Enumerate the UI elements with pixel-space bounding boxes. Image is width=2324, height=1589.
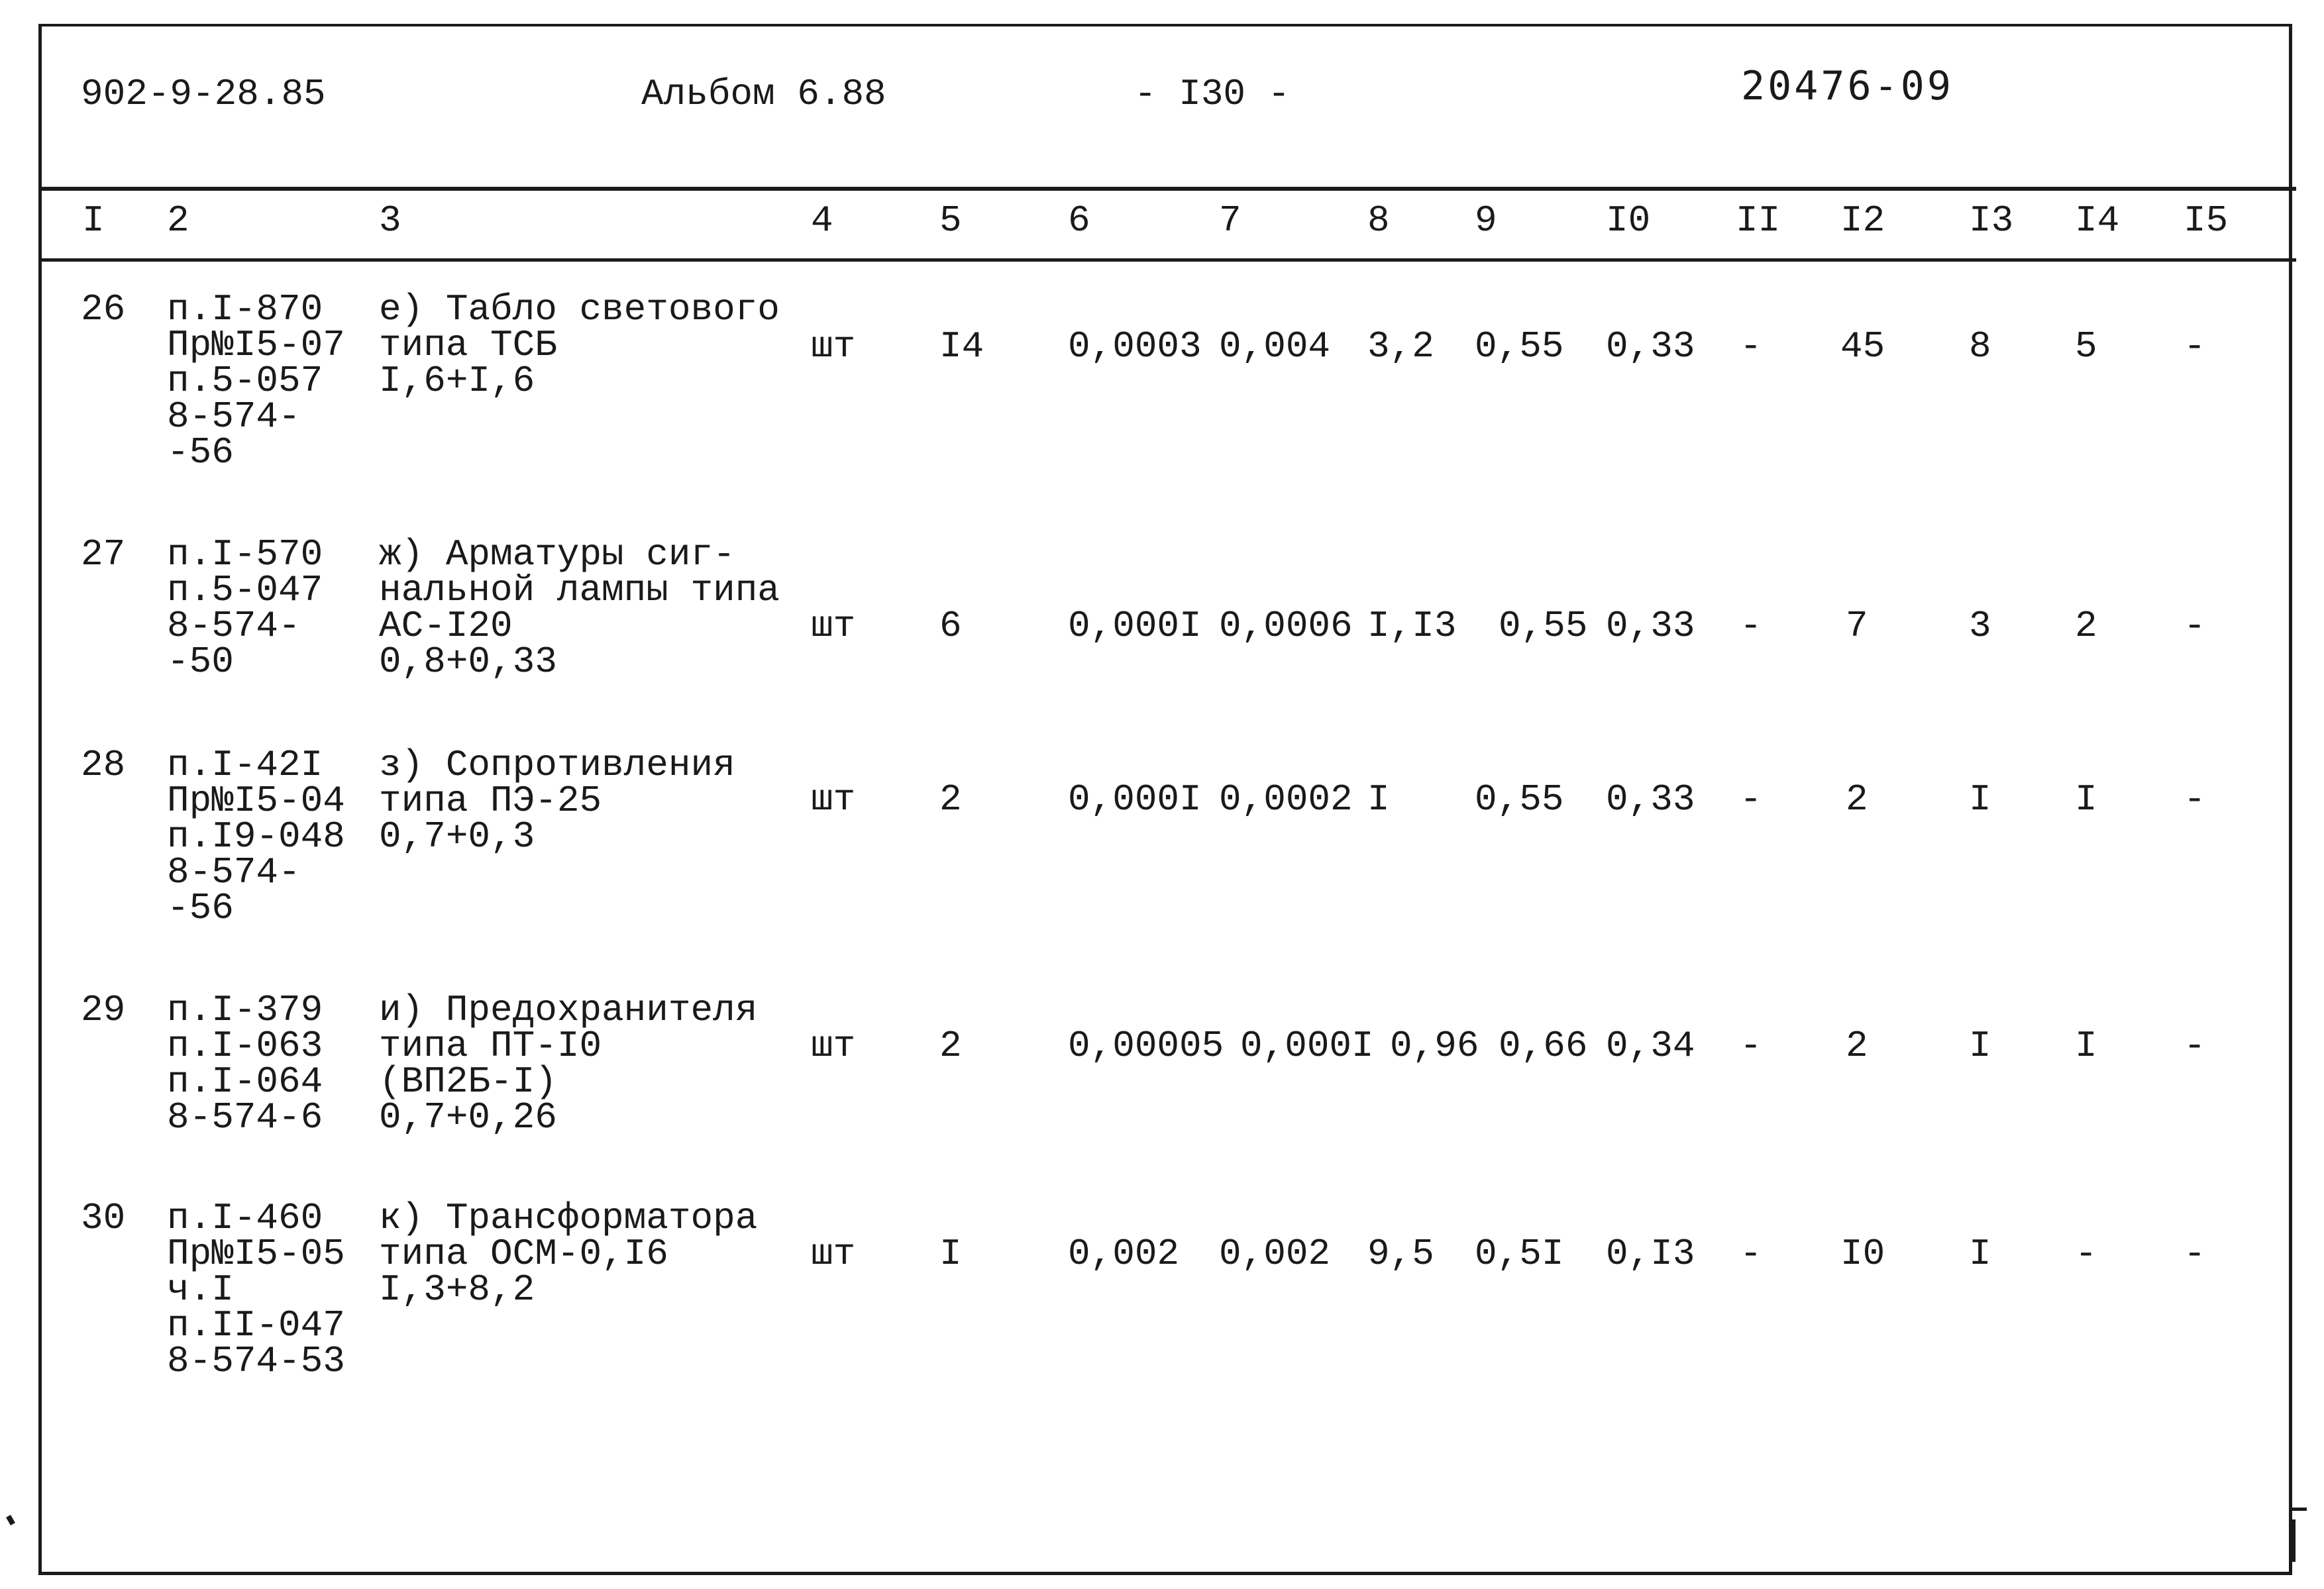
row-col13: I (1969, 1025, 1991, 1067)
row-qty: 6 (939, 605, 962, 647)
row-col6: 0,000I (1068, 778, 1202, 821)
row-unit: шт (811, 1233, 856, 1275)
row-col9: 0,5I (1475, 1233, 1564, 1275)
row-qty: 2 (939, 1025, 962, 1067)
row-col7: 0,002 (1219, 1233, 1331, 1275)
row-col11: - (1740, 605, 1762, 647)
col-header-10: I0 (1606, 199, 1651, 242)
row-name: з) Сопротивления типа ПЭ-25 0,7+0,3 (379, 744, 735, 858)
frame-tick-vertical (2292, 1519, 2296, 1562)
row-col11: - (1740, 778, 1762, 821)
row-col14: I (2075, 778, 2097, 821)
row-col11: - (1740, 325, 1762, 368)
col-header-13: I3 (1969, 199, 2014, 242)
col-header-12: I2 (1840, 199, 1885, 242)
row-col10: 0,I3 (1606, 1233, 1695, 1275)
row-col10: 0,33 (1606, 778, 1695, 821)
margin-mark (6, 1515, 15, 1525)
row-col14: 2 (2075, 605, 2097, 647)
row-col8: I (1367, 778, 1390, 821)
row-col10: 0,34 (1606, 1025, 1695, 1067)
page-number: - I30 - (1134, 73, 1291, 115)
row-col9: 0,55 (1475, 778, 1564, 821)
doc-stamp: 20476-09 (1741, 63, 1954, 109)
row-reference: п.I-460 Пр№I5-05 ч.I п.II-047 8-574-53 (167, 1197, 345, 1382)
row-col13: 3 (1969, 605, 1991, 647)
row-qty: 2 (939, 778, 962, 821)
row-col12: 2 (1846, 1025, 1868, 1067)
col-header-8: 8 (1367, 199, 1390, 242)
row-col7: 0,000I (1240, 1025, 1374, 1067)
row-col6: 0,00005 (1068, 1025, 1224, 1067)
row-col15: - (2184, 605, 2206, 647)
row-qty: I4 (939, 325, 984, 368)
col-header-5: 5 (939, 199, 962, 242)
row-col11: - (1740, 1233, 1762, 1275)
row-col12: 2 (1846, 778, 1868, 821)
table-top-rule (41, 187, 2296, 191)
row-col9: 0,66 (1499, 1025, 1588, 1067)
row-col7: 0,0006 (1219, 605, 1353, 647)
row-col12: I0 (1840, 1233, 1885, 1275)
row-name: к) Трансформатора типа ОСМ-0,I6 I,3+8,2 (379, 1197, 758, 1311)
col-header-11: II (1736, 199, 1781, 242)
row-name: ж) Арматуры сиг- нальной лампы типа АС-I20 0,8+0,33 (379, 533, 780, 683)
album-label: Альбом 6.88 (641, 73, 886, 115)
row-col8: 9,5 (1367, 1233, 1434, 1275)
row-col6: 0,000I (1068, 605, 1202, 647)
row-col13: 8 (1969, 325, 1991, 368)
row-number: 30 (81, 1197, 126, 1239)
row-col13: I (1969, 778, 1991, 821)
row-col10: 0,33 (1606, 605, 1695, 647)
row-unit: шт (811, 1025, 856, 1067)
row-number: 27 (81, 533, 126, 576)
row-col15: - (2184, 1233, 2206, 1275)
row-col15: - (2184, 1025, 2206, 1067)
row-number: 26 (81, 288, 126, 331)
row-number: 28 (81, 744, 126, 786)
row-col7: 0,004 (1219, 325, 1331, 368)
row-col10: 0,33 (1606, 325, 1695, 368)
row-unit: шт (811, 605, 856, 647)
row-col13: I (1969, 1233, 1991, 1275)
col-header-3: 3 (379, 199, 401, 242)
row-col9: 0,55 (1475, 325, 1564, 368)
row-col12: 7 (1846, 605, 1868, 647)
col-header-14: I4 (2075, 199, 2120, 242)
row-qty: I (939, 1233, 962, 1275)
row-col7: 0,0002 (1219, 778, 1353, 821)
col-header-7: 7 (1219, 199, 1241, 242)
row-col8: I,I3 (1367, 605, 1457, 647)
row-reference: п.I-42I Пр№I5-04 п.I9-048 8-574- -56 (167, 744, 345, 929)
row-col6: 0,002 (1068, 1233, 1180, 1275)
row-col6: 0,0003 (1068, 325, 1202, 368)
col-header-6: 6 (1068, 199, 1090, 242)
col-header-2: 2 (167, 199, 189, 242)
col-header-15: I5 (2184, 199, 2229, 242)
row-reference: п.I-570 п.5-047 8-574- -50 (167, 533, 323, 683)
row-number: 29 (81, 989, 126, 1031)
col-header-9: 9 (1475, 199, 1497, 242)
col-header-1: I (82, 199, 105, 242)
row-unit: шт (811, 778, 856, 821)
row-col12: 45 (1840, 325, 1885, 368)
doc-code: 902-9-28.85 (81, 73, 326, 115)
row-col14: 5 (2075, 325, 2097, 368)
row-col9: 0,55 (1499, 605, 1588, 647)
row-unit: шт (811, 325, 856, 368)
row-col11: - (1740, 1025, 1762, 1067)
frame-tick (2292, 1508, 2307, 1511)
header-bottom-rule (41, 258, 2296, 262)
row-reference: п.I-870 Пр№I5-07 п.5-057 8-574- -56 (167, 288, 345, 474)
row-col8: 0,96 (1390, 1025, 1479, 1067)
row-col14: - (2075, 1233, 2097, 1275)
row-name: и) Предохранителя типа ПТ-I0 (ВП2Б-I) 0,7+0,26 (379, 989, 758, 1139)
row-col8: 3,2 (1367, 325, 1434, 368)
row-col15: - (2184, 778, 2206, 821)
row-reference: п.I-379 п.I-063 п.I-064 8-574-6 (167, 989, 323, 1139)
row-col15: - (2184, 325, 2206, 368)
col-header-4: 4 (811, 199, 833, 242)
row-col14: I (2075, 1025, 2097, 1067)
row-name: е) Табло светового типа ТСБ I,6+I,6 (379, 288, 780, 402)
